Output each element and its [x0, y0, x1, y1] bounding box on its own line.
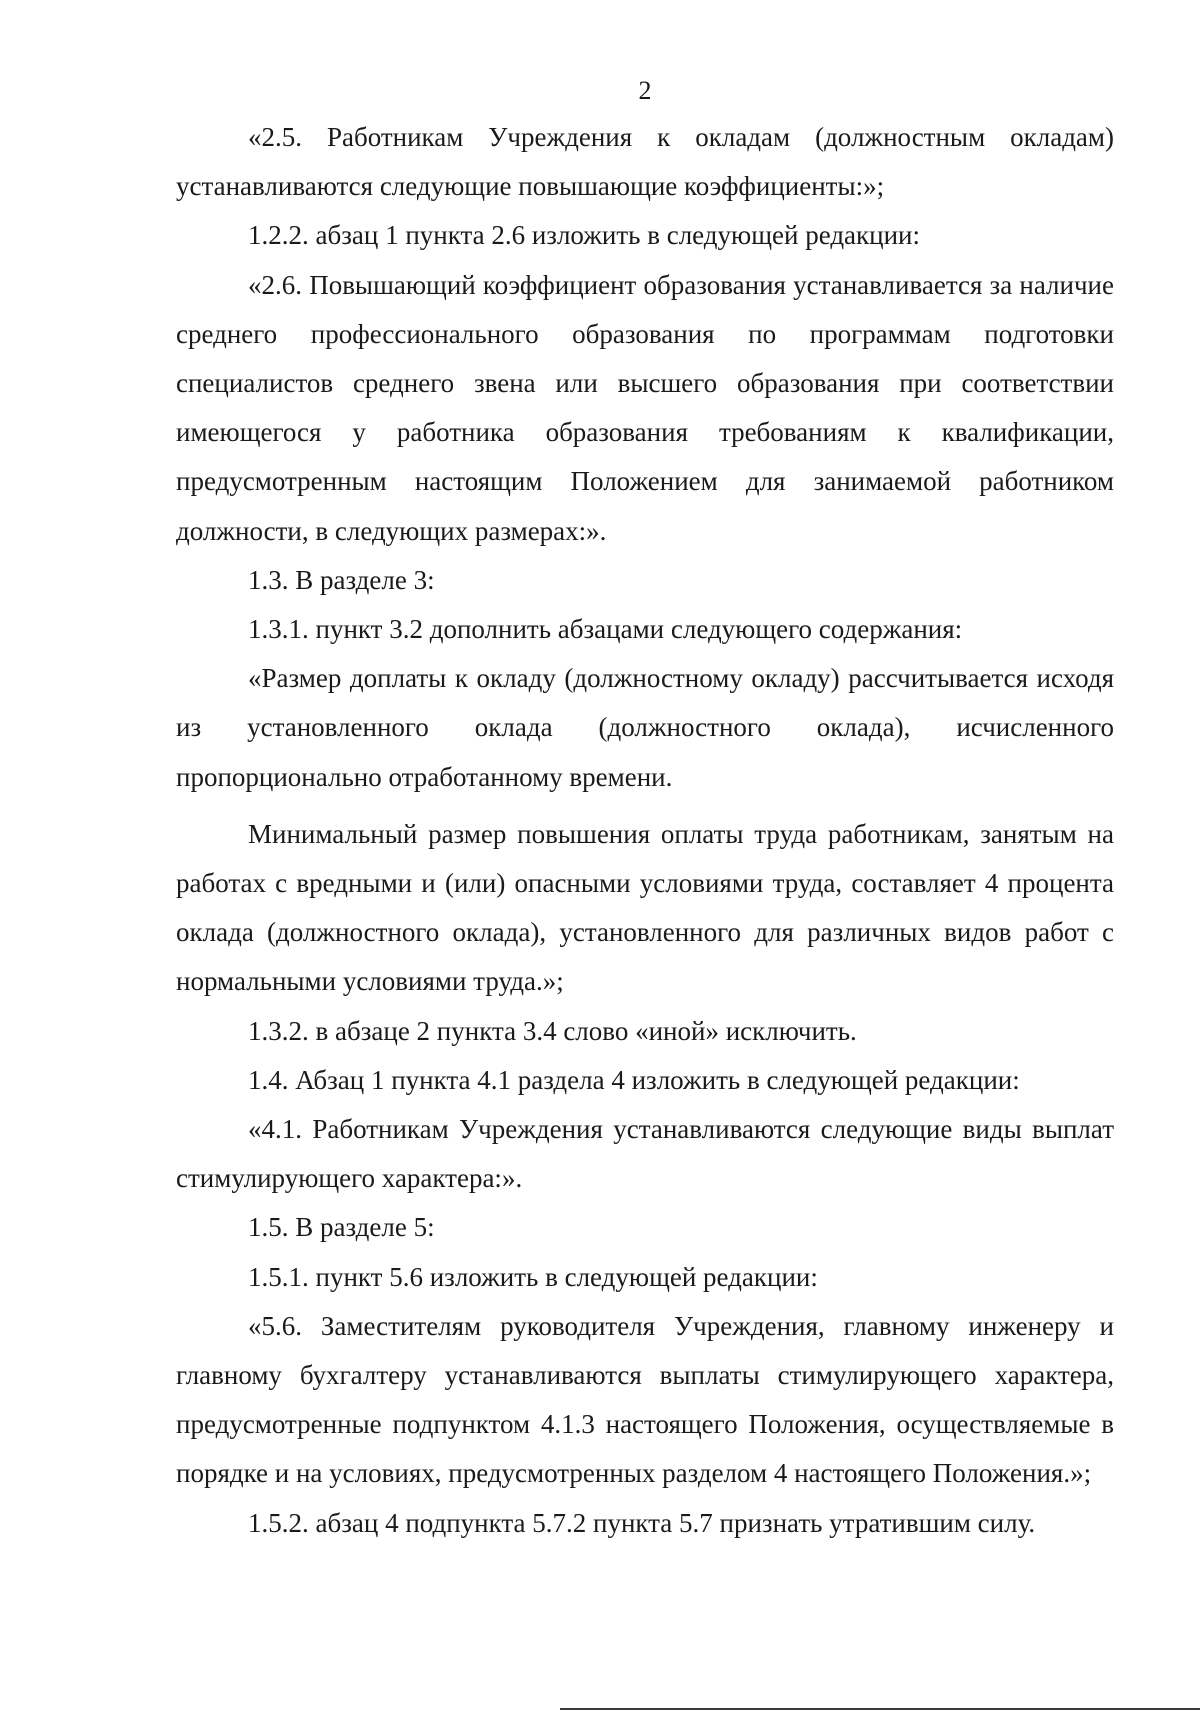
paragraph-doplata-quote: «Размер доплаты к окладу (должностному окладу) рассчитывается исходя из установленного оклада (должностного оклада), исчисленного пропорционально отработанному времени. — [176, 663, 1114, 792]
paragraph-1-3-2: 1.3.2. в абзаце 2 пункта 3.4 слово «иной» исключить. — [248, 1015, 857, 1046]
paragraph-1-5-2: 1.5.2. абзац 4 подпункта 5.7.2 пункта 5.7 признать утратившим силу. — [248, 1507, 1036, 1538]
paragraph-1-2-2: 1.2.2. абзац 1 пункта 2.6 изложить в следующей редакции: — [248, 220, 921, 251]
paragraph-2-5-quote: «2.5. Работникам Учреждения к окладам (должностным окладам) устанавливаются следующие повышающие коэффициенты:»; — [176, 122, 1114, 202]
paragraph-2-6-quote: «2.6. Повышающий коэффициент образования устанавливается за наличие среднего профессионального образования по программам подготовки специалистов среднего звена или высшего образования при соответствии имеющегося у работника образования требованиям к квалификации, предусмотренным настоящим Положением для занимаемой работником должности, в следующих размерах:». — [176, 269, 1114, 546]
paragraph-1-3-1: 1.3.1. пункт 3.2 дополнить абзацами следующего содержания: — [248, 614, 963, 645]
paragraph-4-1-quote: «4.1. Работникам Учреждения устанавливаются следующие виды выплат стимулирующего характера:». — [176, 1114, 1114, 1194]
paragraph-1-3: 1.3. В разделе 3: — [248, 564, 435, 595]
paragraph-1-5: 1.5. В разделе 5: — [248, 1212, 435, 1243]
page-number: 2 — [638, 76, 652, 105]
paragraph-1-5-1: 1.5.1. пункт 5.6 изложить в следующей редакции: — [248, 1261, 818, 1292]
paragraph-1-4: 1.4. Абзац 1 пункта 4.1 раздела 4 изложить в следующей редакции: — [248, 1064, 1020, 1095]
bottom-edge-line — [560, 1708, 1200, 1710]
document-body — [176, 113, 1114, 1548]
paragraph-5-6-quote: «5.6. Заместителям руководителя Учреждения, главному инженеру и главному бухгалтеру устанавливаются выплаты стимулирующего характера, предусмотренные подпунктом 4.1.3 настоящего Положения, осуществляемые в порядке и на условиях, предусмотренных разделом 4 настоящего Положения.»; — [176, 1310, 1114, 1489]
paragraph-minimal-size: Минимальный размер повышения оплаты труда работникам, занятым на работах с вредными и (или) опасными условиями труда, составляет 4 процента оклада (должностного оклада), установленного для различных видов работ с нормальными условиями труда.»; — [176, 818, 1114, 997]
